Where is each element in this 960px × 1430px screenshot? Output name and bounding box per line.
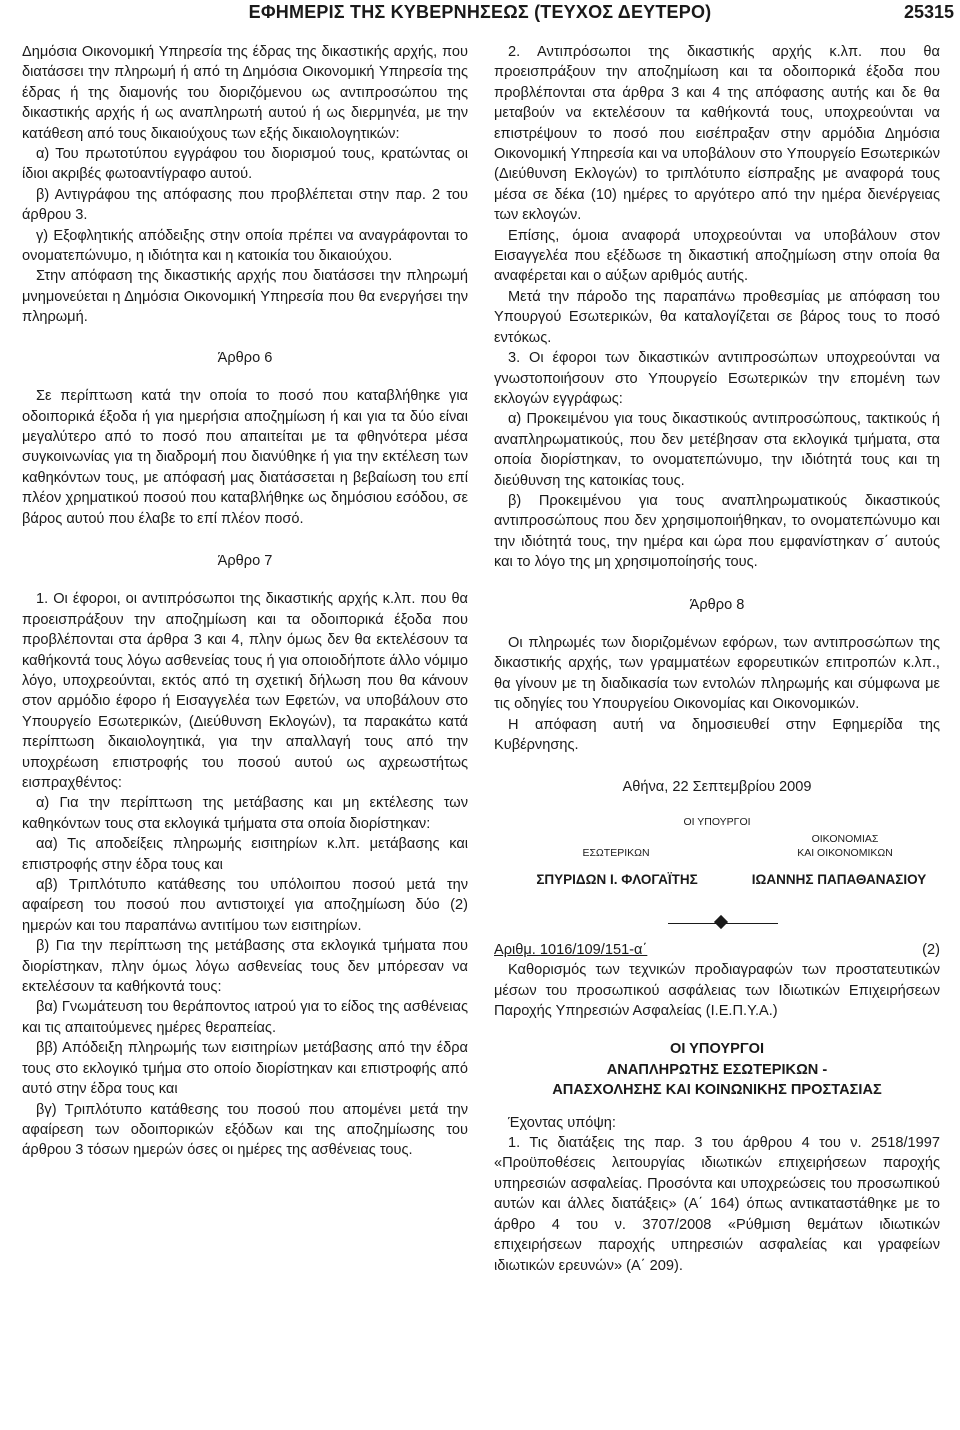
ministry-economy-label: [750, 832, 940, 860]
paragraph: Η απόφαση αυτή να δημοσιευθεί στην Εφημερίδα της Κυβέρνησης.: [494, 716, 940, 753]
left-column: [22, 42, 468, 1161]
decision-number: Αριθμ. 1016/109/151-α΄: [494, 941, 648, 958]
decision-index: (2): [922, 941, 940, 958]
paragraph: α) Προκειμένου για τους δικαστικούς αντιπροσώπους, τακτικούς ή αναπληρωματικούς, που δεν μετέβησαν στα εκλογικά τμήματα, στα οποία διορίστηκαν, το ονοματεπώνυμο, την ιδιότητά τους και τη διεύθυνση της κατοικίας τους.: [494, 411, 940, 489]
article-heading: Άρθρο 6: [217, 349, 273, 366]
article-heading: Άρθρο 7: [217, 552, 273, 569]
signatory-name-right: ΙΩΑΝΝΗΣ ΠΑΠΑΘΑΝΑΣΙΟΥ: [751, 871, 927, 887]
paragraph: α) Του πρωτοτύπου εγγράφου του διορισμού τους, κρατώντας οι ίδιοι ακριβές φωτοαντίγραφο αυτού.: [22, 146, 468, 183]
diamond-icon: [714, 915, 728, 929]
signing-date: Αθήνα, 22 Σεπτεμβρίου 2009: [622, 779, 812, 796]
paragraph: Σε περίπτωση κατά την οποία το ποσό που καταβλήθηκε για οδοιπορικά έξοδα ή για ημερήσια αποζημίωση ή και για τα δύο είναι μεγαλύτερο από το ποσό που απαιτείται με τα φθηνότερα μέσα συγκοινωνίας για τη διαδρομή που διανύθηκε ή για την εκτέλεση των καθηκόντων τους, με απόφασή μας διατάσσεται η βεβαίωση του επί πλέον χρηματικού ποσού που καταβλήθηκε ως δημόσιου εσόδου, σε βάρος αυτού που έλαβε το επί πλέον ποσό.: [22, 388, 468, 527]
paragraph: 2. Αντιπρόσωποι της δικαστικής αρχής κ.λπ. που θα προεισπράξουν την αποζημίωση και τα οδοιπορικά έξοδα που προβλέπονται στα άρθρα 3 και 4 της απόφασης αυτής και δε θα μεταβούν να εκτελέσουν τα καθήκοντά τους, υποχρεούνται να επιστρέψουν το ποσό που εισέπραξαν στην αρμόδια Δημόσια Οικονομική Υπηρεσία και να υποβάλουν στο Υπουργείο Εσωτερικών (Διεύθυνση Εκλογών) το τριπλότυπο είσπραξης με αναφορά τους μέσα σε δέκα (10) ημέρες το αργότερο από την ημέρα διενέργειας των εκλογών.: [494, 44, 940, 224]
paragraph: Οι πληρωμές των διοριζομένων εφόρων, των αντιπροσώπων της δικαστικής αρχής, των γραμματέων εφορευτικών επιτροπών κ.λπ., θα γίνουν με τη διαδικασία των εντολών πληρωμής και σύμφωνα με τις οδηγίες του Υπουργείου Οικονομίας και Οικονομικών.: [494, 634, 940, 713]
paragraph: 3. Οι έφοροι των δικαστικών αντιπροσώπων υποχρεούνται να γνωστοποιήσουν στο Υπουργείο Εσωτερικών την επομένη των εκλογών εγγράφως:: [494, 350, 940, 407]
ministers-heading: ΟΙ ΥΠΟΥΡΓΟΙ: [669, 1041, 765, 1058]
ministry-economy-line1: ΟΙΚΟΝΟΜΙΑΣ: [811, 832, 879, 845]
section-divider: [494, 914, 940, 934]
paragraph: α) Για την περίπτωση της μετάβασης και μη εκτέλεσης των καθηκόντων τους στα εκλογικά τμήματα στα οποία διορίστηκαν:: [22, 795, 468, 832]
signatory-name-left: ΣΠΥΡΙΔΩΝ Ι. ΦΛΟΓΑΪΤΗΣ: [536, 871, 698, 887]
paragraph: αα) Τις αποδείξεις πληρωμής εισιτηρίων κ.λπ. μετάβασης και επιστροφής στην έδρα τους και: [22, 836, 468, 873]
paragraph: βγ) Τριπλότυπο κατάθεσης του ποσού που απομένει μετά την αφαίρεση των οδοιπορικών εξόδων και της αποζημίωσης του άρθρου 3 τόσων ημερών όσες οι ημέρες της ασθένειας τους.: [22, 1101, 468, 1159]
paragraph: Μετά την πάροδο της παραπάνω προθεσμίας με απόφαση του Υπουργού Εσωτερικών, θα καταλογίζεται σε βάρος τους το ποσό εντόκως.: [494, 288, 940, 346]
paragraph: αβ) Τριπλότυπο κατάθεσης του υπόλοιπου ποσού μετά την αφαίρεση του ποσού που αντιστοιχεί για αποζημίωση δύο (2) ημερών και του παραπάνω αντιτίμου των εισιτηρίων.: [22, 877, 468, 934]
ministry-economy-line2: ΚΑΙ ΟΙΚΟΝΟΜΙΚΩΝ: [797, 846, 893, 859]
ministers-heading: ΑΝΑΠΛΗΡΩΤΗΣ ΕΣΩΤΕΡΙΚΩΝ -: [606, 1061, 828, 1078]
article-heading: Άρθρο 8: [689, 596, 745, 613]
spacer: [494, 1101, 940, 1113]
paragraph: 1. Οι έφοροι, οι αντιπρόσωποι της δικαστικής αρχής κ.λπ. που θα προεισπράξουν την αποζημίωση και τα οδοιπορικά έξοδα που προβλέπονται στα άρθρα 3 και 4, πλην όμως δεν θα εκτελέσουν τα καθήκοντά τους λόγω ασθενείας τους ή για οποιοδήποτε άλλο νόμιμο λόγο, υποχρεούνται, εκτός από τη σχετική δήλωση που θα κάνουν στον αρμόδιο έφορο ή Εισαγγελέα των Εφετών, να υποβάλουν στο Υπουργείο Εσωτερικών, (Διεύθυνση Εκλογών), τα παρακάτω κατά περίπτωση δικαιολογητικά, για την απαλλαγή τους από την υποχρέωση επιστροφής του ποσού αυτού ως αχρεωστήτως εισπραχθέντος:: [22, 591, 468, 791]
page-number: 25315: [903, 2, 954, 22]
decision-title: Καθορισμός των τεχνικών προδιαγραφών των προστατευτικών μέσων του προσωπικού ασφάλειας των Ιδιωτικών Επιχειρήσεων Παροχής Υπηρεσιών Ασφαλείας (Ι.Ε.Π.Υ.Α.): [494, 962, 940, 1020]
paragraph: ββ) Απόδειξη πληρωμής των εισιτηρίων μετάβασης από την έδρα τους στο εκλογικό τμήμα στο οποίο διορίστηκαν και επιστροφής από αυτό στην έδρα τους και: [22, 1040, 468, 1098]
decision-number-row: [494, 940, 940, 960]
paragraph: βα) Γνωμάτευση του θεράποντος ιατρού για το είδος της ασθένειας και τις απαιτούμενες ημέρες θεραπείας.: [22, 999, 468, 1036]
paragraph: β) Για την περίπτωση της μετάβασης στα εκλογικά τμήματα που διορίστηκαν, πλην όμως λόγω ασθενείας τους δεν μπόρεσαν να εκτελέσουν τα καθήκοντά τους:: [22, 938, 468, 996]
gazette-title: ΕΦΗΜΕΡΙΣ ΤΗΣ ΚΥΒΕΡΝΗΣΕΩΣ (ΤΕΥΧΟΣ ΔΕΥΤΕΡΟ): [248, 2, 712, 22]
paragraph: Δημόσια Οικονομική Υπηρεσία της έδρας της δικαστικής αρχής, που διατάσσει την πληρωμή ή από τη Δημόσια Οικονομική Υπηρεσία της έδρας ή της διαμονής του διοριζόμενου ως αντιπροσώπου της δικαστικής αρχής ή ως αναπληρωτή αυτού ή ως διερμηνέα, με την κατάθεση από τους δικαιούχους των εξής δικαιολογητικών:: [22, 44, 468, 142]
ministers-heading: ΑΠΑΣΧΟΛΗΣΗΣ ΚΑΙ ΚΟΙΝΩΝΙΚΗΣ ΠΡΟΣΤΑΣΙΑΣ: [552, 1082, 882, 1099]
paragraph: β) Προκειμένου για τους αναπληρωματικούς δικαστικούς αντιπροσώπους που δεν χρησιμοποιήθηκαν, το ονοματεπώνυμο και την ιδιότητά τους, την ημέρα και ώρα που εμφανίστηκαν σ΄ αυτούς και το λόγο της μη χρησιμοποίησής τους.: [494, 492, 940, 571]
signature-block: [494, 812, 940, 908]
right-column: [494, 42, 940, 1276]
ministers-label: ΟΙ ΥΠΟΥΡΓΟΙ: [683, 815, 751, 828]
ministry-interior-label: ΕΣΩΤΕΡΙΚΩΝ: [582, 846, 650, 859]
paragraph: Στην απόφαση της δικαστικής αρχής που διατάσσει την πληρωμή μνημονεύεται η Δημόσια Οικονομική Υπηρεσία που θα ενεργήσει την πληρωμή.: [22, 268, 468, 326]
spacer: [494, 1021, 940, 1039]
page-header: [0, 0, 960, 30]
having-considered: Έχοντας υπόψη:: [508, 1114, 616, 1131]
paragraph: γ) Εξοφλητικής απόδειξης στην οποία πρέπει να αναγράφονται το ονοματεπώνυμο, η ιδιότητα και η κατοικία του δικαιούχου.: [22, 227, 468, 265]
paragraph: 1. Τις διατάξεις της παρ. 3 του άρθρου 4 του ν. 2518/1997 «Προϋποθέσεις λειτουργίας ιδιωτικών επιχειρήσεων παροχής υπηρεσιών ασφαλείας. Προσόντα και υποχρεώσεις του προσωπικού αυτών και άλλες διατάξεις» (Α΄ 164) όπως αντικαταστάθηκε με το άρθρο 4 του ν. 3707/2008 «Ρύθμιση θεμάτων ιδιωτικών επιχειρήσεων παροχής υπηρεσιών ασφαλείας και γραφείων ιδιωτικών ερευνών» (Α΄ 209).: [494, 1135, 940, 1274]
paragraph: β) Αντιγράφου της απόφασης που προβλέπεται στην παρ. 2 του άρθρου 3.: [22, 186, 468, 224]
paragraph: Επίσης, όμοια αναφορά υποχρεούνται να υποβάλουν στον Εισαγγελέα που εξέδωσε τη δικαστική αποζημίωση στην οποία θα αναφέρεται και ο αύξων αριθμός αυτής.: [494, 227, 940, 285]
